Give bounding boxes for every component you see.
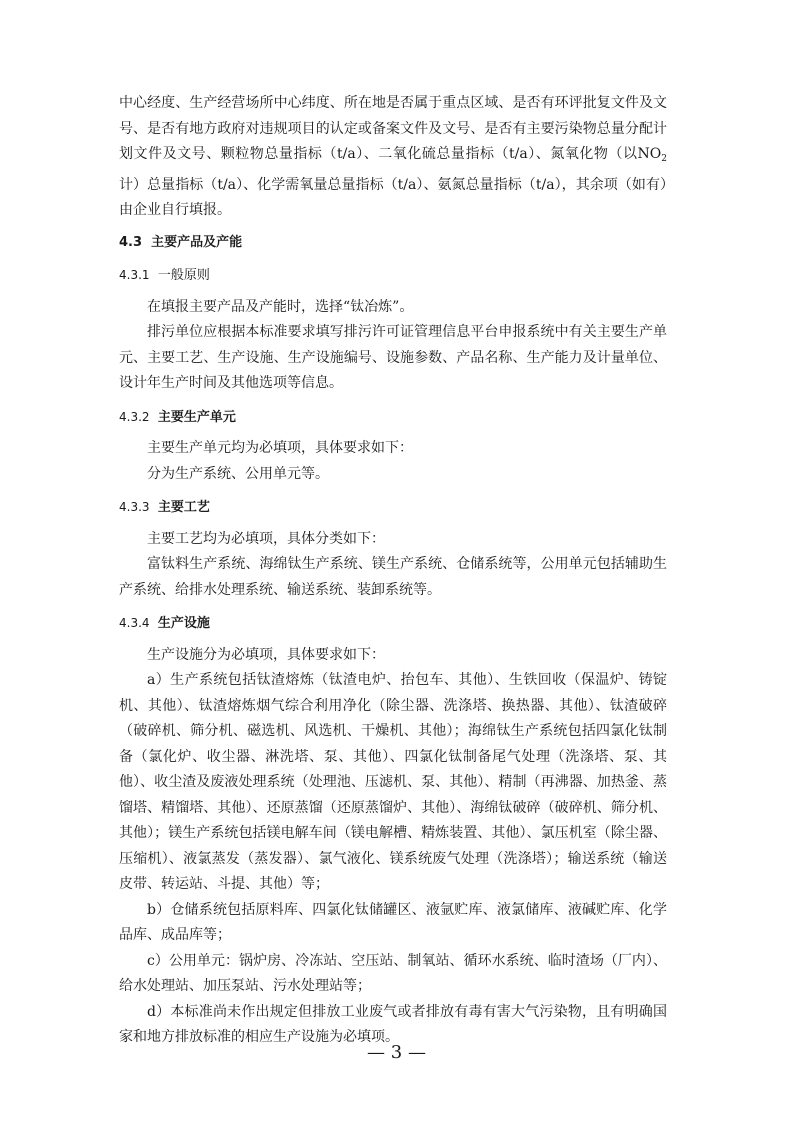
heading-number: 4.3.1 — [119, 268, 150, 282]
list-item-a: a）生产系统包括钛渣熔炼（钛渣电炉、抬包车、其他）、生铁回收（保温炉、铸锭机、其他）、钛渣熔炼烟气综合利用净化（除尘器、洗涤塔、换热器、其他）、钛渣破碎（破碎机、筛分机、磁选机、风选机、干燥机、其他）；海绵钛生产系统包括四氯化钛制备（氯化炉、收尘器、淋洗塔、泵、其他）、四氯化钛制备尾气处理（洗涤塔、泵、其他）、收尘渣及废液处理系统（处理池、压滤机、泵、其他）、精制（再沸器、加热釜、蒸馏塔、精馏塔、其他）、还原蒸馏（还原蒸馏炉、其他）、海绵钛破碎（破碎机、筛分机、其他）；镁生产系统包括镁电解车间（镁电解槽、精炼装置、其他）、氯压机室（除尘器、压缩机）、液氯蒸发（蒸发器）、氯气液化、镁系统废气处理（洗涤塔）；输送系统（输送皮带、转运站、斗提、其他）等； — [119, 672, 667, 892]
page-number: — 3 — — [367, 1042, 426, 1063]
heading-title: 主要生产单元 — [157, 409, 236, 425]
heading-4-3-3 — [119, 495, 667, 521]
list-item-d: d）本标准尚未作出规定但排放工业废气或者排放有毒有害大气污染物，且有明确国家和地方排放标准的相应生产设施为必填项。 — [119, 1003, 667, 1045]
list-item-c: c）公用单元：锅炉房、冷冻站、空压站、制氧站、循环水系统、临时渣场（厂内）、给水处理站、加压泵站、污水处理站等； — [119, 952, 667, 994]
intro-tail: 计）总量指标（t/a）、化学需氧量总量指标（t/a）、氨氮总量指标（t/a），其余项（如有）由企业自行填报。 — [119, 176, 667, 218]
intro-paragraph — [119, 91, 667, 224]
heading-title: 主要工艺 — [157, 500, 210, 515]
page-content — [119, 91, 667, 1051]
paragraph: 排污单位应根据本标准要求填写排污许可证管理信息平台申报系统中有关主要生产单元、主要工艺、生产设施、生产设施编号、设施参数、产品名称、生产能力及计量单位、设计年生产时间及其他选项等信息。 — [119, 324, 667, 391]
heading-title: 一般原则 — [157, 268, 210, 283]
heading-4-3-2 — [119, 405, 667, 431]
paragraph: 在填报主要产品及产能时，选择“钛冶炼”。 — [147, 298, 414, 315]
intro-text: 中心经度、生产经营场所中心纬度、所在地是否属于重点区域、是否有环评批复文件及文号、是否有地方政府对违规项目的认定或备案文件及文号、是否有主要污染物总量分配计划文件及文号、颗粒物总量指标（t/a）、二氧化硫总量指标（t/a）、氮氧化物（以NO — [119, 95, 667, 162]
heading-4-3-1 — [119, 263, 667, 289]
list-item-b: b）仓储系统包括原料库、四氯化钛储罐区、液氩贮库、液氯储库、液碱贮库、化学品库、成品库等； — [119, 901, 667, 943]
heading-number: 4.3.2 — [119, 409, 150, 424]
paragraph: 主要生产单元均为必填项，具体要求如下： — [147, 440, 413, 456]
heading-4-3 — [119, 230, 667, 256]
paragraph: 分为生产系统、公用单元等。 — [147, 465, 329, 482]
paragraph: 富钛料生产系统、海绵钛生产系统、镁生产系统、仓储系统等，公用单元包括辅助生产系统、给排水处理系统、输送系统、装卸系统等。 — [119, 556, 667, 598]
heading-4-3-4 — [119, 611, 667, 637]
heading-number: 4.3.4 — [119, 616, 150, 630]
paragraph: 主要工艺均为必填项，具体分类如下： — [147, 530, 385, 547]
heading-title: 主要产品及产能 — [151, 234, 243, 250]
intro-subscript: 2 — [661, 154, 667, 164]
heading-number: 4.3.3 — [119, 500, 150, 514]
heading-number: 4.3 — [119, 234, 143, 250]
heading-title: 生产设施 — [157, 616, 210, 631]
paragraph: 生产设施分为必填项，具体要求如下： — [147, 646, 385, 663]
